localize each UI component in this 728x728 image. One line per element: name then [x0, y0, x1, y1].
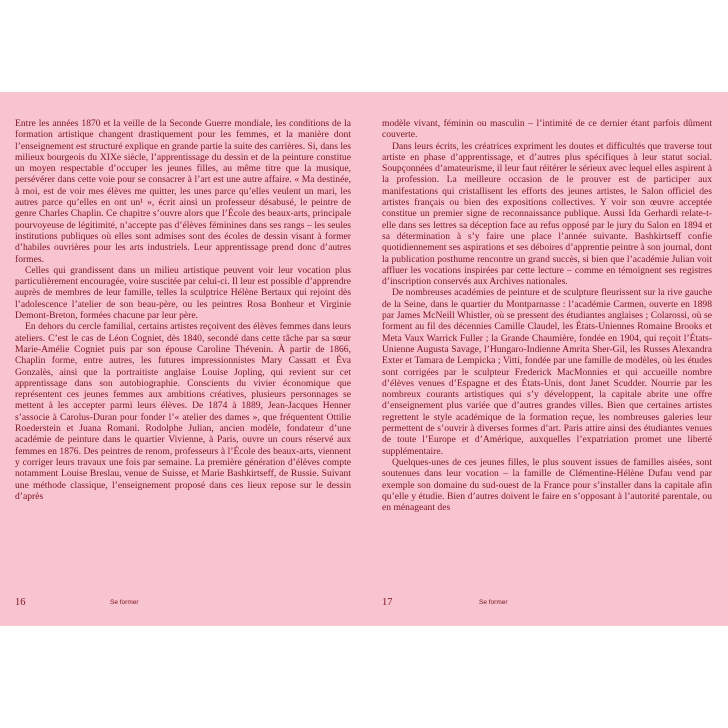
book-spread [0, 92, 728, 626]
left-text-column [15, 118, 351, 502]
paragraph: Celles qui grandissent dans un milieu artistique peuvent voir leur vocation plus particulièrement encouragée, voire suscitée par celui-ci. Il leur est possible d’apprendre auprès de membres de leur famille, telles la sculptrice Hélène Bertaux qui rejoint dès l’adolescence l’atelier de son beau-père, ou les peintres Rosa Bonheur et Virginie Demont-Breton, formées chacune par leur père. [15, 264, 351, 322]
page-number: 17 [382, 597, 393, 608]
paragraph: En dehors du cercle familial, certains artistes reçoivent des élèves femmes dans leurs ateliers. C’est le cas de Léon Cogniet, dès 1840, secondé dans cette tâche par sa sœur Marie-Amélie Cogniet puis par son épouse Caroline Thévenin. À partir de 1866, Chaplin forme, entre autres, les futures impressionnistes Mary Cassatt et Éva Gonzalès, ainsi que la portraitiste anglaise Louise Jopling, qui revient sur cet apprentissage dans son autobiographie. Conscients du vivier économique que représentent ces jeunes femmes aux ambitions créatives, plusieurs personnages se mettent à les accepter parmi leurs élèves. De 1874 à 1889, Jean-Jacques Henner s’associe à Carolus-Duran pour fonder l’« atelier des dames », que fréquentent Ottilie Roederstein et Juana Romani. Rodolphe Julian, ancien modèle, fondateur d’une académie de peinture dans le quartier Vivienne, à Paris, ouvre un cours réservé aux femmes en 1876. Des peintres de renom, professeurs à l’École des beaux-arts, viennent y corriger leurs travaux une fois par semaine. La première génération d’élèves compte notamment Louise Breslau, venue de Suisse, et Marie Bashkirtseff, de Russie. Suivant une méthode classique, l’enseignement proposé dans ces lieux repose sur le dessin d’après [15, 321, 351, 502]
left-page [0, 92, 364, 626]
running-head: Se former [110, 599, 139, 606]
right-text-column [382, 118, 712, 513]
paragraph: De nombreuses académies de peinture et de sculpture fleurissent sur la rive gauche de la Seine, dans le quartier du Montparnasse : l’académie Carmen, ouverte en 1898 par James McNeill Whistler, où se pressent des étudiantes anglaises ; Colarossi, où se forment au fil des décennies Camille Claudel, les États-Uniennes Romaine Brooks et Meta Vaux Warrick Fuller ; la Grande Chaumière, fondée en 1904, qui reçoit l’États-Unienne Augusta Savage, l’Hungaro-Indienne Amrita Sher-Gil, les Russes Alexandra Exter et Tamara de Lempicka ; Vitti, fondée par une famille de modèles, où les études sont corrigées par le sculpteur Frederick MacMonnies et qui accueille nombre d’élèves venues d’Espagne et des États-Unis, dont Janet Scudder. Nourrie par les nombreux courants artistiques qui s’y développent, la capitale abrite une offre d’enseignement plus variée que d’autres grandes villes. Bien que certaines artistes regrettent le style académique de la formation reçue, les nombreuses galeries leur permettent de s’ouvrir à diverses formes d’art. Paris attire ainsi des étudiantes venues de toute l’Europe et d’Amérique, auxquelles l’expatriation promet une liberté supplémentaire. [382, 287, 712, 457]
paragraph: modèle vivant, féminin ou masculin – l’intimité de ce dernier étant parfois dûment couverte. [382, 118, 712, 141]
paragraph: Entre les années 1870 et la veille de la Seconde Guerre mondiale, les conditions de la formation artistique changent drastiquement pour les femmes, et la manière dont l’enseignement est structuré explique en grande partie la suite des carrières. Si, dans les milieux bourgeois du XIXe siècle, l’apprentissage du dessin et de la peinture constitue un moyen respectable d’occuper les jeunes filles, au même titre que la musique, persévérer dans cette voie pour se consacrer à l’art est une autre affaire. « Ma destinée, à moi, est de voir mes élèves me quitter, les unes parce qu’elles veulent un mari, les autres parce qu’elles en ont un¹ », écrit ainsi un professeur désabusé, le peintre de genre Charles Chaplin. Ce chapitre s’ouvre alors que l’École des beaux-arts, principale pourvoyeuse de légitimité, n’accepte pas d’élèves féminines dans ses rangs – les seules institutions publiques où elles sont admises sont des écoles de dessin visant à former d’habiles ouvrières pour les arts industriels. Leur apprentissage prend donc d’autres formes. [15, 118, 351, 265]
running-head: Se former [479, 599, 508, 606]
page-number: 16 [15, 597, 26, 608]
right-page [364, 92, 728, 626]
paragraph: Quelques-unes de ces jeunes filles, le plus souvent issues de familles aisées, sont soutenues dans leur vocation – la famille de Clémentine-Hélène Dufau vend par exemple son domaine du sud-ouest de la France pour s’installer dans la capitale afin qu’elle y étudie. Bien d’autres doivent le faire en s’opposant à l’autorité parentale, ou en ménageant des [382, 456, 712, 514]
paragraph: Dans leurs écrits, les créatrices expriment les doutes et difficultés que traverse tout artiste en phase d’apprentissage, et d’autres plus spécifiques à leur statut social. Soupçonnées d’amateurisme, il leur faut réitérer le sérieux avec lequel elles aspirent à la profession. La meilleure occasion de le prouver est de participer aux manifestations qui cristallisent les efforts des jeunes artistes, le Salon officiel des artistes français ou bien des expositions collectives. Y voir son œuvre acceptée constitue un premier signe de reconnaissance publique. Aussi Ida Gerhardi relate-t-elle dans ses lettres sa déception face au refus opposé par le jury du Salon en 1894 et sa détermination à s’y faire une place l’année suivante. Bashkirtseff confie quotidiennement ses aspirations et ses déboires d’apprentie peintre à son journal, dont la publication posthume rencontre un grand succès, si bien que l’académie Julian voit affluer les vocations inspirées par cette lecture – comme en témoignent ses registres d’inscription conservés aux Archives nationales. [382, 140, 712, 288]
